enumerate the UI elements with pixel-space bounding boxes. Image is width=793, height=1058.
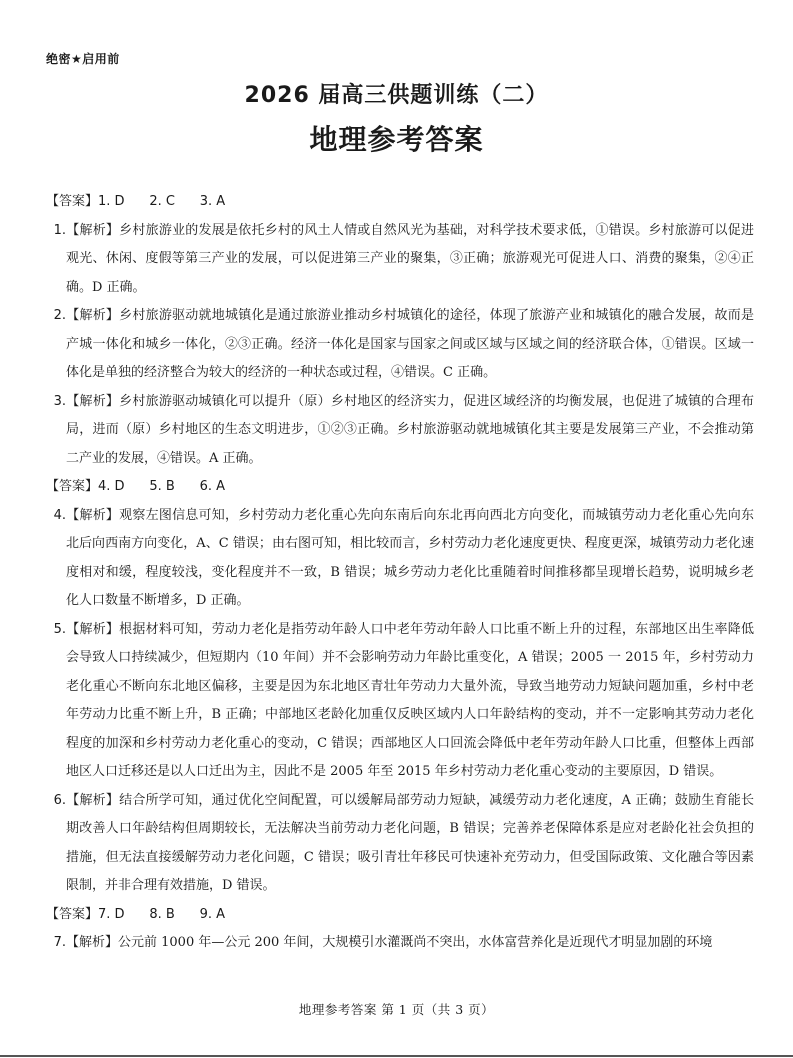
question-number: 1. (53, 222, 66, 238)
page-footer: 地理参考答案 第 1 页（共 3 页） (298, 1002, 495, 1017)
answer-line (46, 901, 754, 930)
bottom-divider (0, 1055, 793, 1057)
explanation-text: 【解析】乡村旅游业的发展是依托乡村的风土人情或自然风光为基础，对科学技术要求低，①错误。乡村旅游可以促进观光、休闲、度假等第三产业的发展，可以促进第三产业的聚集，③正确；旅游观光可促进人口、消费的聚集，②④正确。D 正确。 (66, 222, 754, 295)
answer-values: 4. D 5. B 6. A (98, 479, 226, 494)
explanation-text: 【解析】乡村旅游驱动就地城镇化是通过旅游业推动乡村城镇化的途径，体现了旅游产业和城镇化的融合发展，故而是产城一体化和城乡一体化，②③正确。经济一体化是国家与国家之间或区域与区域之间的经济联合体，①错误。区域一体化是单独的经济整合为较大的经济的一种状态或过程，④错误。C 正确。 (66, 308, 754, 380)
answer-label: 【答案】 (46, 194, 99, 209)
explanation-text: 【解析】结合所学可知，通过优化空间配置，可以缓解局部劳动力短缺，减缓劳动力老化速度，A 正确；鼓励生育能长期改善人口年龄结构但周期较长，无法解决当前劳动力老化问题，B 错误；完善养老保障体系是应对老龄化社会负担的措施，但无法直接缓解劳动力老化问题，C 错误；吸引青壮年移民可快速补充劳动力，但受国际政策、文化融合等因素限制，并非合理有效措施，D 错误。 (66, 792, 754, 893)
question-number: 4. (53, 507, 66, 523)
explanation-item (46, 616, 754, 787)
answer-line (46, 188, 754, 217)
explanation-text: 【解析】观察左图信息可知，乡村劳动力老化重心先向东南后向东北再向西北方向变化，而城镇劳动力老化重心先向东北后向西南方向变化，A、C 错误；由右图可知，相比较而言，乡村劳动力老化速度更快、程度更深，城镇劳动力老化速度相对和缓，程度较浅，变化程度并不一致，B 错误；城乡劳动力老化比重随着时间推移都呈现增长趋势，说明城乡老化人口数量不断增多，D 正确。 (66, 507, 754, 608)
explanation-item (46, 302, 754, 388)
question-number: 2. (53, 308, 66, 323)
answer-label: 【答案】 (46, 479, 99, 494)
question-number: 5. (53, 621, 66, 637)
answer-values: 1. D 2. C 3. A (98, 194, 226, 209)
answer-content (46, 188, 754, 958)
explanation-item (46, 787, 754, 901)
explanation-item (46, 502, 754, 616)
explanation-text: 【解析】公元前 1000 年—公元 200 年间，大规模引水灌溉尚不突出，水体富营养化是近现代才明显加剧的环境 (66, 935, 713, 950)
answer-label: 【答案】 (46, 906, 99, 922)
explanation-text: 【解析】乡村旅游驱动城镇化可以提升（原）乡村地区的经济实力，促进区域经济的均衡发展，也促进了城镇的合理布局，进而（原）乡村地区的生态文明进步，①②③正确。乡村旅游驱动就地城镇化其主要是发展第三产业，不会推动第二产业的发展，④错误。A 正确。 (66, 393, 754, 466)
question-number: 3. (53, 393, 66, 409)
explanation-text: 【解析】根据材料可知，劳动力老化是指劳动年龄人口中老年劳动年龄人口比重不断上升的过程，东部地区出生率降低会导致人口持续减少，但短期内（10 年间）并不会影响劳动力年龄比重变化，A 错误；2005 一 2015 年，乡村劳动力老化重心不断向东北地区偏移，主要是因为东北地区青壮年劳动力大量外流，导致当地劳动力短缺问题加重，乡村中老年劳动力比重不断上升，B 正确；中部地区老龄化加重仅反映区域内人口年龄结构的变动，并不一定影响其劳动力老化程度的加深和乡村劳动力老化重心的变动，C 错误；西部地区人口回流会降低中老年劳动年龄人口比重，但整体上西部地区人口迁移还是以人口迁出为主，因此不是 2005 年至 2015 年乡村劳动力老化重心变动的主要原因，D 错误。 (66, 621, 754, 779)
explanation-item (46, 217, 754, 303)
answer-line (46, 473, 754, 502)
answer-values: 7. D 8. B 9. A (98, 906, 226, 922)
question-number: 7. (53, 935, 66, 950)
document-subtitle: 地理参考答案 (309, 123, 484, 156)
question-number: 6. (53, 792, 66, 808)
explanation-item (46, 929, 754, 958)
explanation-item (46, 388, 754, 474)
exam-title: 2026 届高三供题训练（二） (244, 83, 549, 108)
confidential-label: 绝密★启用前 (46, 52, 120, 66)
